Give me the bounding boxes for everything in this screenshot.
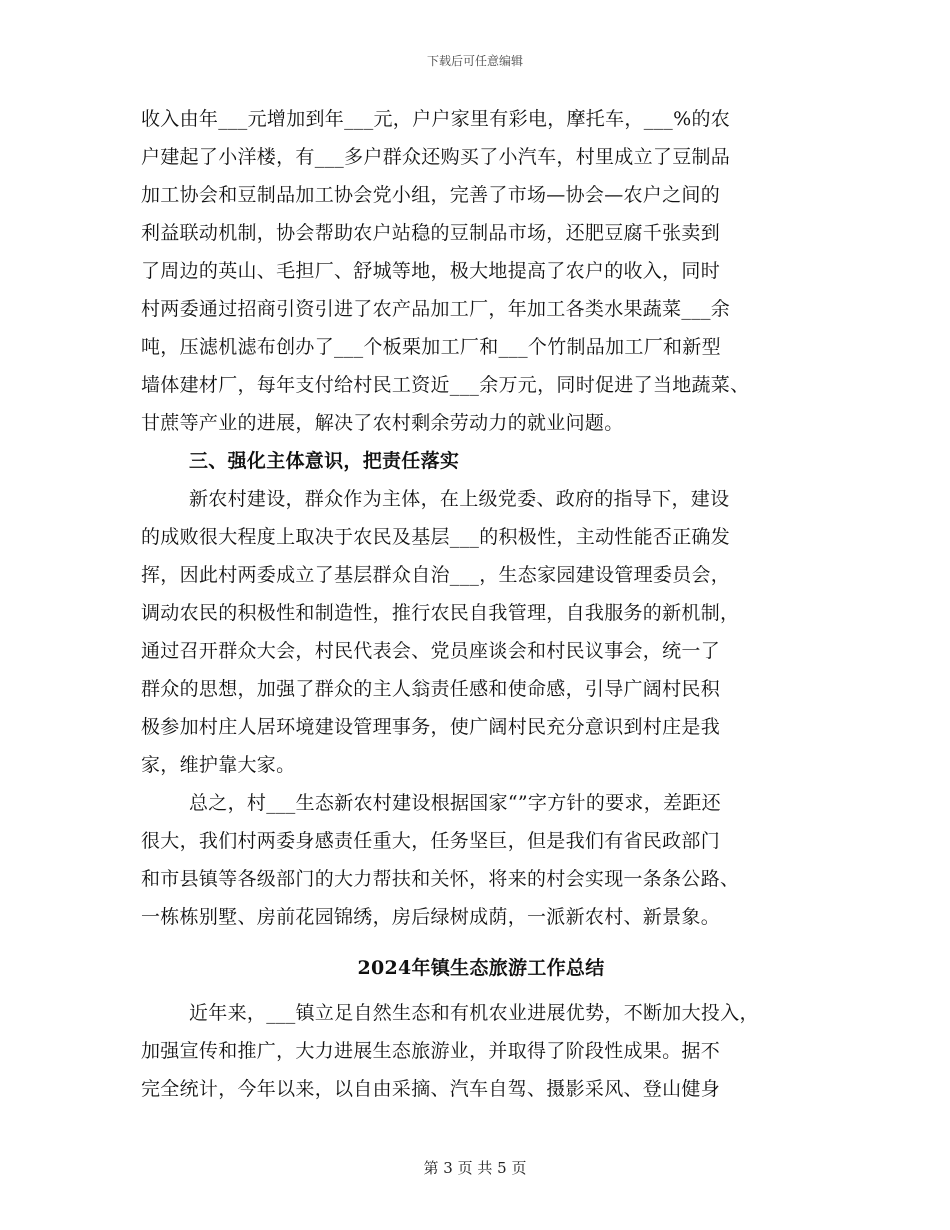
- paragraph3-line: 总之，村___生态新农村建设根据国家“”字方针的要求，差距还: [189, 792, 721, 814]
- paragraph1-line: 收入由年___元增加到年___元，户户家里有彩电，摩托车，___%的农: [141, 108, 731, 130]
- paragraph1-line: 利益联动机制，协会帮助农户站稳的豆制品市场，还肥豆腐千张卖到: [141, 222, 721, 244]
- paragraph1-line: 吨，压滤机滤布创办了___个板栗加工厂和___个竹制品加工厂和新型: [141, 336, 721, 358]
- page-header: 下载后可任意编辑: [426, 54, 523, 68]
- paragraph1-line: 墙体建材厂，每年支付给村民工资近___余万元，同时促进了当地蔬菜、: [141, 374, 750, 396]
- paragraph4-line: 近年来，___镇立足自然生态和有机农业进展优势，不断加大投入，: [189, 1002, 759, 1024]
- document-title: 2024年镇生态旅游工作总结: [357, 957, 605, 979]
- paragraph4-line: 完全统计，今年以来，以自由采摘、汽车自驾、摄影采风、登山健身: [141, 1078, 721, 1100]
- document-body: [141, 100, 821, 1108]
- paragraph3-line: 一栋栋别墅、房前花园锦绣，房后绿树成荫，一派新农村、新景象。: [141, 906, 721, 928]
- paragraph1-line: 户建起了小洋楼，有___多户群众还购买了小汽车，村里成立了豆制品: [141, 146, 731, 168]
- paragraph1-line: 村两委通过招商引资引进了农产品加工厂，年加工各类水果蔬菜___余: [141, 298, 731, 320]
- section-heading: 三、强化主体意识，把责任落实: [189, 450, 460, 472]
- paragraph1-line: 了周边的英山、毛担厂、舒城等地，极大地提高了农户的收入，同时: [141, 260, 721, 282]
- paragraph1-line: 甘蔗等产业的进展，解决了农村剩余劳动力的就业问题。: [141, 412, 624, 434]
- paragraph2-line: 通过召开群众大会，村民代表会、党员座谈会和村民议事会，统一了: [141, 640, 721, 662]
- paragraph1-line: 加工协会和豆制品加工协会党小组，完善了市场—协会—农户之间的: [141, 184, 721, 206]
- paragraph2-line: 家，维护靠大家。: [141, 754, 296, 776]
- paragraph2-line: 极参加村庄人居环境建设管理事务，使广阔村民充分意识到村庄是我: [141, 716, 721, 738]
- paragraph2-line: 群众的思想，加强了群众的主人翁责任感和使命感，引导广阔村民积: [141, 678, 721, 700]
- paragraph3-line: 和市县镇等各级部门的大力帮扶和关怀，将来的村会实现一条条公路、: [141, 868, 740, 890]
- paragraph2-line: 的成败很大程度上取决于农民及基层___的积极性，主动性能否正确发: [141, 526, 731, 548]
- paragraph2-line: 新农村建设，群众作为主体，在上级党委、政府的指导下，建设: [189, 488, 730, 510]
- paragraph2-line: 调动农民的积极性和制造性，推行农民自我管理，自我服务的新机制，: [141, 602, 740, 624]
- page-number: 第 3 页 共 5 页: [423, 1159, 527, 1177]
- paragraph3-line: 很大，我们村两委身感责任重大，任务坚巨，但是我们有省民政部门: [141, 830, 721, 852]
- paragraph4-line: 加强宣传和推广，大力进展生态旅游业，并取得了阶段性成果。据不: [141, 1040, 721, 1062]
- paragraph2-line: 挥，因此村两委成立了基层群众自治___，生态家园建设管理委员会，: [141, 564, 731, 586]
